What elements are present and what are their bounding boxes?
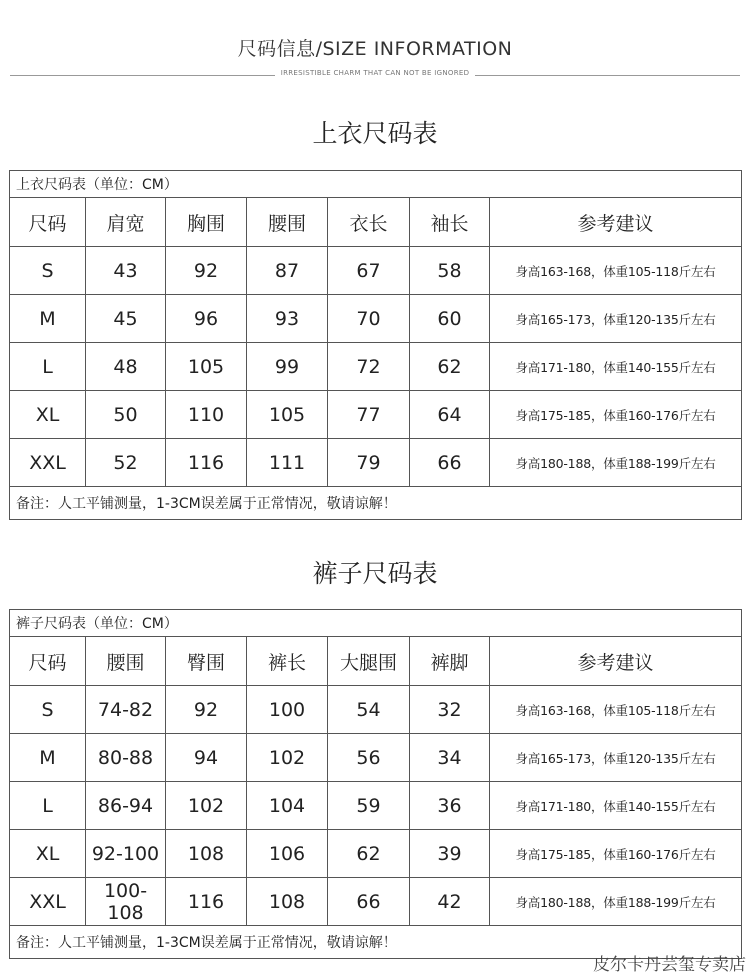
advice-cell: 身高163-168，体重105-118斤左右 <box>490 247 742 295</box>
advice-cell: 身高163-168，体重105-118斤左右 <box>490 686 742 734</box>
measure-cell: 99 <box>247 343 328 391</box>
measure-cell: 87 <box>247 247 328 295</box>
column-header: 肩宽 <box>86 198 166 247</box>
measure-cell: 45 <box>86 295 166 343</box>
advice-cell: 身高175-185，体重160-176斤左右 <box>490 391 742 439</box>
measure-cell: 58 <box>410 247 490 295</box>
size-cell: S <box>10 247 86 295</box>
advice-cell: 身高180-188，体重188-199斤左右 <box>490 878 742 926</box>
measure-cell: 66 <box>410 439 490 487</box>
table-caption-row <box>10 610 742 637</box>
measure-cell: 93 <box>247 295 328 343</box>
size-cell: L <box>10 782 86 830</box>
measure-cell: 111 <box>247 439 328 487</box>
measure-cell: 80-88 <box>86 734 166 782</box>
measure-cell: 106 <box>247 830 328 878</box>
bottom-size-table <box>9 609 742 959</box>
measure-cell: 77 <box>328 391 410 439</box>
advice-cell: 身高165-173，体重120-135斤左右 <box>490 295 742 343</box>
measure-cell: 36 <box>410 782 490 830</box>
measure-cell: 70 <box>328 295 410 343</box>
size-cell: XL <box>10 391 86 439</box>
column-header: 腰围 <box>247 198 328 247</box>
size-cell: M <box>10 734 86 782</box>
advice-cell: 身高171-180，体重140-155斤左右 <box>490 782 742 830</box>
table-note: 备注：人工平铺测量，1-3CM误差属于正常情况，敬请谅解！ <box>10 926 742 959</box>
header-subtitle: IRRESISTIBLE CHARM THAT CAN NOT BE IGNORED <box>0 69 750 77</box>
column-header: 参考建议 <box>490 637 742 686</box>
table-note-row <box>10 487 742 520</box>
measure-cell: 104 <box>247 782 328 830</box>
measure-cell: 39 <box>410 830 490 878</box>
measure-cell: 50 <box>86 391 166 439</box>
bottom-table-body <box>10 610 742 959</box>
table-row <box>10 686 742 734</box>
size-cell: M <box>10 295 86 343</box>
column-header: 尺码 <box>10 637 86 686</box>
measure-cell: 62 <box>410 343 490 391</box>
measure-cell: 72 <box>328 343 410 391</box>
header-title: 尺码信息/SIZE INFORMATION <box>237 38 513 60</box>
measure-cell: 102 <box>247 734 328 782</box>
measure-cell: 67 <box>328 247 410 295</box>
measure-cell: 102 <box>166 782 247 830</box>
measure-cell: 79 <box>328 439 410 487</box>
column-header: 衣长 <box>328 198 410 247</box>
measure-cell: 116 <box>166 878 247 926</box>
table-row <box>10 391 742 439</box>
column-header: 袖长 <box>410 198 490 247</box>
measure-cell: 105 <box>247 391 328 439</box>
measure-cell: 60 <box>410 295 490 343</box>
measure-cell: 108 <box>247 878 328 926</box>
measure-cell: 64 <box>410 391 490 439</box>
advice-cell: 身高175-185，体重160-176斤左右 <box>490 830 742 878</box>
measure-cell: 48 <box>86 343 166 391</box>
measure-cell: 32 <box>410 686 490 734</box>
advice-cell: 身高180-188，体重188-199斤左右 <box>490 439 742 487</box>
measure-cell: 56 <box>328 734 410 782</box>
table-caption: 上衣尺码表（单位：CM） <box>10 171 742 198</box>
table-row <box>10 782 742 830</box>
table-row <box>10 343 742 391</box>
measure-cell: 59 <box>328 782 410 830</box>
measure-cell: 92 <box>166 686 247 734</box>
advice-cell: 身高171-180，体重140-155斤左右 <box>490 343 742 391</box>
table-row <box>10 439 742 487</box>
table-row <box>10 830 742 878</box>
measure-cell: 105 <box>166 343 247 391</box>
size-cell: XXL <box>10 439 86 487</box>
table-header-row <box>10 198 742 247</box>
measure-cell: 34 <box>410 734 490 782</box>
measure-cell: 74-82 <box>86 686 166 734</box>
measure-cell: 52 <box>86 439 166 487</box>
column-header: 裤长 <box>247 637 328 686</box>
size-cell: XXL <box>10 878 86 926</box>
table-caption: 裤子尺码表（单位：CM） <box>10 610 742 637</box>
column-header: 参考建议 <box>490 198 742 247</box>
column-header: 大腿围 <box>328 637 410 686</box>
measure-cell: 42 <box>410 878 490 926</box>
measure-cell: 86-94 <box>86 782 166 830</box>
table-note: 备注：人工平铺测量，1-3CM误差属于正常情况，敬请谅解！ <box>10 487 742 520</box>
top-table-body <box>10 171 742 520</box>
bottom-table-title: 裤子尺码表 <box>312 559 438 588</box>
store-watermark: 皮尔卡丹芸玺专卖店 <box>593 955 746 975</box>
size-cell: S <box>10 686 86 734</box>
table-row <box>10 295 742 343</box>
column-header: 腰围 <box>86 637 166 686</box>
measure-cell: 96 <box>166 295 247 343</box>
measure-cell: 92-100 <box>86 830 166 878</box>
table-caption-row <box>10 171 742 198</box>
size-cell: L <box>10 343 86 391</box>
column-header: 尺码 <box>10 198 86 247</box>
advice-cell: 身高165-173，体重120-135斤左右 <box>490 734 742 782</box>
measure-cell: 110 <box>166 391 247 439</box>
measure-cell: 116 <box>166 439 247 487</box>
column-header: 臀围 <box>166 637 247 686</box>
measure-cell: 108 <box>166 830 247 878</box>
measure-cell: 92 <box>166 247 247 295</box>
measure-cell: 54 <box>328 686 410 734</box>
table-row <box>10 247 742 295</box>
table-row <box>10 734 742 782</box>
top-table-title: 上衣尺码表 <box>312 119 438 148</box>
column-header: 胸围 <box>166 198 247 247</box>
measure-cell: 100 <box>247 686 328 734</box>
top-size-table <box>9 170 742 520</box>
measure-cell: 43 <box>86 247 166 295</box>
size-cell: XL <box>10 830 86 878</box>
measure-cell: 100-108 <box>86 878 166 926</box>
measure-cell: 62 <box>328 830 410 878</box>
measure-cell: 94 <box>166 734 247 782</box>
column-header: 裤脚 <box>410 637 490 686</box>
table-row <box>10 878 742 926</box>
table-header-row <box>10 637 742 686</box>
measure-cell: 66 <box>328 878 410 926</box>
